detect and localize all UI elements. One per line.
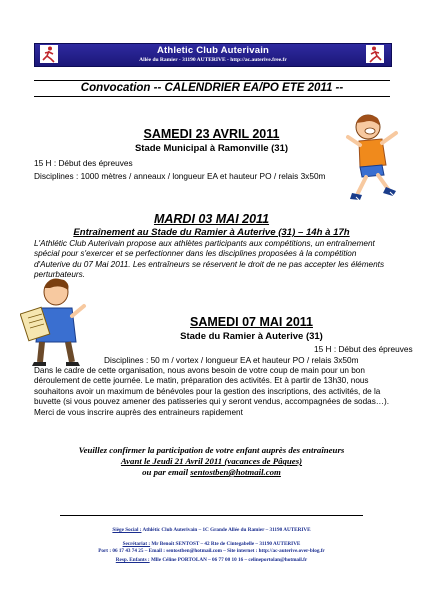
confirmation-line1: Veuillez confirmer la participation de votre enfant auprès des entraîneurs (78, 445, 345, 455)
event1-date: SAMEDI 23 AVRIL 2011 (143, 127, 280, 141)
event1-disciplines: Disciplines : 1000 mètres / anneaux / longueur EA et hauteur PO / relais 3x50m (34, 171, 326, 181)
event3-disciplines: Disciplines : 50 m / vortex / longueur EA et hauteur PO / relais 3x50m (104, 355, 359, 365)
footer-seat-text: Athlétic Club Auterivain – 1C Grande Allée du Ramier – 31190 AUTERIVE (141, 527, 311, 533)
runner-left-icon (40, 45, 58, 63)
event3-date: SAMEDI 07 MAI 2011 (190, 315, 313, 329)
club-address-line: Allée du Ramier - 31190 AUTERIVE - http://ac.auterive.free.fr (139, 57, 287, 63)
footer-separator (60, 515, 363, 516)
footer-contact: Port : 06 17 43 74 25 – Email : sentostben@hotmail.com – Site internet : http://ac-auterive.over-blog.fr (98, 548, 325, 554)
runner-right-icon (366, 45, 384, 63)
document-title: Convocation -- CALENDRIER EA/PO ETE 2011 -- (34, 80, 390, 97)
footer-secretary (0, 541, 423, 548)
event3-place: Stade du Ramier à Auterive (31) (180, 331, 323, 342)
event2-date: MARDI 03 MAI 2011 (153, 212, 270, 226)
footer-secretary-text: Mr Benoît SENTOST – 42 Rte de Cintegabelle – 31190 AUTERIVE (150, 541, 301, 547)
footer-kids (0, 557, 423, 564)
jumping-kid-illustration (342, 113, 404, 205)
confirmation-email-link[interactable]: sentostben@hotmail.com (190, 467, 281, 477)
event3-start: 15 H : Début des épreuves (314, 344, 413, 354)
event2-text: L'Athlétic Club Auterivain propose aux athlètes participants aux compétitions, un entraînement spécial pour s'exercer et se perfectionner dans les disciplines proposées à la compétition d'Auterive du 07 Mai 2011. Les entraîneurs se réservent le droit de ne pas accepter les éléments perturbateurs. (34, 239, 385, 280)
event1-place: Stade Municipal à Ramonville (31) (134, 143, 289, 154)
event3-text: Dans le cadre de cette organisation, nous avons besoin de votre coup de main pour un bon déroulement de cette journée. Le matin, préparation des activités. Et à partir de 13h30, nous souhaitons avoir un maximum de bénévoles pour la gestion des inscriptions, des activités, de la buvette (si vous pouvez amener des patisseries qui y seront vendus, accompagnées de sodas…). Merci de vous inscrire auprès des entraineurs rapidement (34, 366, 389, 417)
confirmation-line3 (0, 467, 423, 478)
clipboard-kid-illustration (20, 276, 92, 368)
footer-seat-label: Siège Social : (112, 527, 142, 533)
event2-title: Entraînement au Stade du Ramier à Auterive (31) – 14h à 17h (73, 227, 350, 238)
event1-start: 15 H : Début des épreuves (34, 158, 133, 168)
confirmation-line2: Avant le Jeudi 21 Avril 2011 (vacances de Pâques) (120, 456, 303, 466)
footer-kids-text: Mlle Céline PORTOLAN – 06 77 00 10 16 – celineportolan@hotmail.fr (149, 557, 308, 563)
club-name: Athletic Club Auterivain (156, 45, 270, 56)
footer-kids-label: Resp. Enfants : (115, 557, 150, 563)
club-banner (34, 43, 392, 67)
footer-secretary-label: Secrétariat : (122, 541, 151, 547)
footer-seat (0, 527, 423, 534)
confirmation-email-prefix: ou par email (142, 467, 191, 477)
